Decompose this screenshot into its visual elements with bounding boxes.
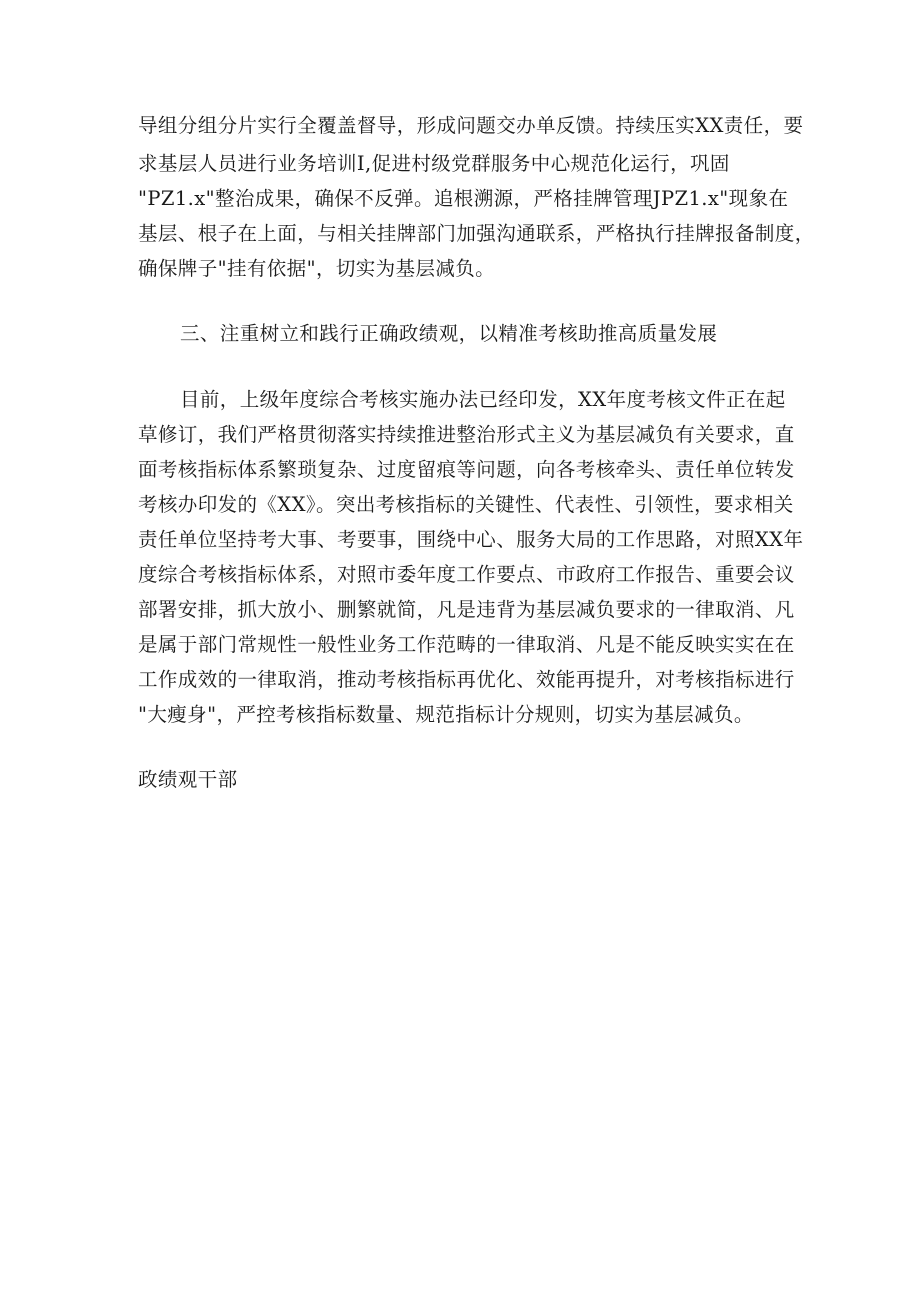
paragraph-2-line: 工作成效的一律取消，推动考核指标再优化、效能再提升，对考核指标进行 [138, 668, 795, 691]
paragraph-2-line: 责任单位坚持考大事、考要事，围绕中心、服务大局的工作思路，对照XX年 [138, 528, 804, 551]
paragraph-2-line: "大瘦身"，严控考核指标数量、规范指标计分规则，切实为基层减负。 [138, 703, 754, 726]
paragraph-2-line: 草修订，我们严格贯彻落实持续推进整治形式主义为基层减负有关要求，直 [138, 423, 795, 446]
paragraph-2-line: 目前，上级年度综合考核实施办法已经印发，XX年度考核文件正在起 [180, 388, 786, 411]
paragraph-2-line: 度综合考核指标体系，对照市委年度工作要点、市政府工作报告、重要会议 [138, 563, 795, 586]
paragraph-1-line: 求基层人员进行业务培训I,促进村级党群服务中心规范化运行，巩固 [138, 152, 730, 175]
paragraph-1-line: 导组分组分片实行全覆盖督导，形成问题交办单反馈。持续压实XX责任，要 [138, 114, 804, 137]
document-tags: 政绩观干部 [138, 768, 238, 791]
paragraph-2-line: 是属于部门常规性一般性业务工作范畴的一律取消、凡是不能反映实实在在 [138, 633, 795, 656]
paragraph-1-line: 基层、根子在上面，与相关挂牌部门加强沟通联系，严格执行挂牌报备制度， [138, 222, 815, 245]
paragraph-2-line: 考核办印发的《XX》。突出考核指标的关键性、代表性、引领性，要求相关 [138, 493, 794, 516]
paragraph-1-line: "PZ1.x"整治成果，确保不反弹。追根溯源，严格挂牌管理JPZ1.x"现象在 [138, 187, 789, 210]
paragraph-1-line: 确保牌子"挂有依据"，切实为基层减负。 [138, 257, 496, 280]
paragraph-2-line: 面考核指标体系繁琐复杂、过度留痕等问题，向各考核牵头、责任单位转发 [138, 458, 795, 481]
paragraph-2-line: 部署安排，抓大放小、删繁就简，凡是违背为基层减负要求的一律取消、凡 [138, 598, 795, 621]
section-heading: 三、注重树立和践行正确政绩观，以精准考核助推高质量发展 [180, 322, 718, 345]
